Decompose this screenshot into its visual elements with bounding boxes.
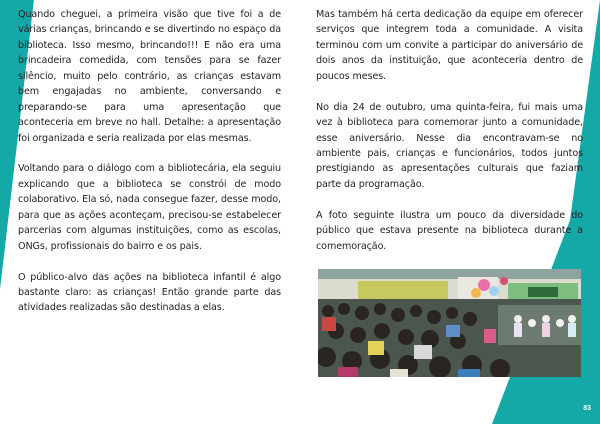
right-paragraph-1: Mas também há certa dedicação da equipe em oferecer serviços que integrem toda a comunidade. A visita terminou com um convite a participar do aniversário de dois anos da instituição, que aconteceria dentro de poucos meses. (316, 9, 583, 82)
page-number: 83 (583, 405, 591, 412)
left-paragraph-3: O público-alvo das ações na biblioteca infantil é algo bastante claro: as crianças! Então grande parte das atividades realizadas são destinadas a elas. (18, 271, 281, 314)
left-paragraph-1: Quando cheguei, a primeira visão que tive foi a de várias crianças, brincando e se divertindo no espaço da biblioteca. Isso mesmo, brincando!!! E não era uma brincadeira comedida, com tensões para se fazer silêncio, muito pelo contrário, as crianças estavam bem engajadas no ambiente, conversando e preparando-se para uma apresentação que aconteceria em breve no hall. Detalhe: a apresentação foi organizada e seria realizada por elas mesmas. (18, 9, 281, 144)
event-photo (318, 269, 581, 377)
left-paragraph-2: Voltando para o diálogo com a bibliotecária, ela seguiu explicando que a biblioteca se constrói de modo colaborativo. Ela só, nada consegue fazer, desse modo, para que as ações aconteçam, precisou-se estabelecer parcerias com algumas instituições, como as escolas, ONGs, profissionais do bairro e os pais. (18, 163, 281, 252)
right-column (316, 7, 583, 270)
right-paragraph-2: No dia 24 de outubro, uma quinta-feira, fui mais uma vez à biblioteca para comemorar junto a comunidade, esse aniversário. Nesse dia encontravam-se no ambiente pais, crianças e funcionários, todos juntos prestigiando as apresentações culturais que faziam parte da programação. (316, 101, 583, 190)
left-column (18, 7, 281, 331)
crowd-photo-illustration (318, 269, 581, 377)
center-teal-shape (280, 0, 300, 424)
right-paragraph-3: A foto seguinte ilustra um pouco da diversidade do público que estava presente na biblioteca durante a comemoração. (316, 209, 583, 252)
